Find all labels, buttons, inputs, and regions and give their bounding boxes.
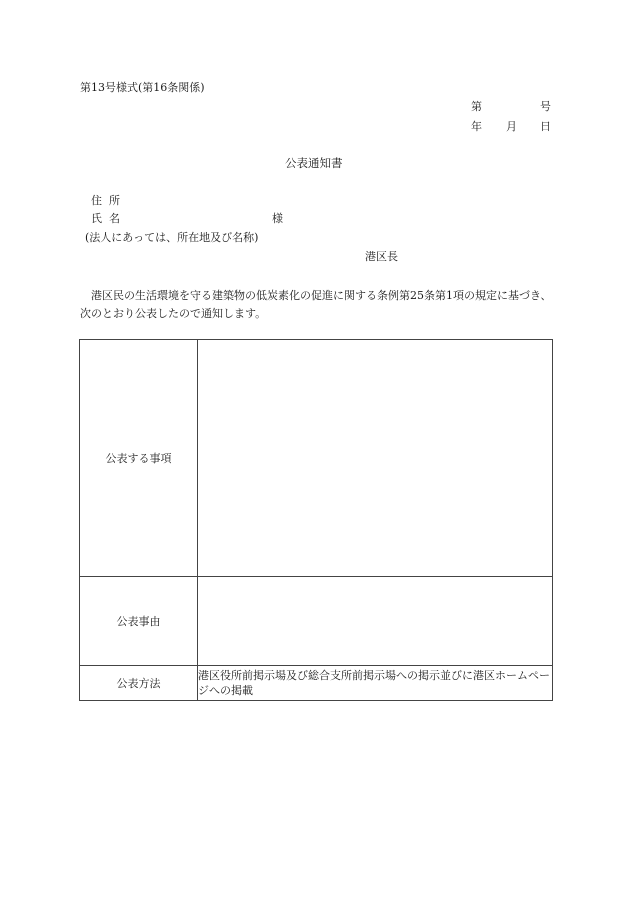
table-row [80,340,553,577]
document-number-suffix: 号 [540,100,551,113]
row-content-method: 港区役所前掲示場及び総合支所前掲示場への掲示並びに港区ホームページへの掲載 [198,666,553,701]
recipient-address-label: 住所 [91,194,127,207]
date-month-label: 月 [506,120,517,133]
body-paragraph: 港区民の生活環境を守る建築物の低炭素化の促進に関する条例第25条第1項の規定に基づき、次のとおり公表したので通知します。 [80,289,552,320]
document-title: 公表通知書 [285,156,343,170]
row-content-reason [198,577,553,666]
row-content-matters [198,340,553,577]
date-year-label: 年 [471,120,482,133]
row-label-method: 公表方法 [80,666,198,701]
recipient-honorific: 様 [272,212,283,225]
notice-table [79,339,553,701]
row-label-matters: 公表する事項 [80,340,198,577]
row-label-reason: 公表事由 [80,577,198,666]
document-number-label: 第 [471,100,482,113]
date-day-label: 日 [540,120,551,133]
table-row [80,666,553,701]
sender-name: 港区長 [365,250,398,263]
form-number: 第13号様式(第16条関係) [80,81,205,94]
corporation-note: (法人にあっては、所在地及び名称) [85,231,259,244]
recipient-name-label: 氏名 [91,212,127,225]
table-row [80,577,553,666]
